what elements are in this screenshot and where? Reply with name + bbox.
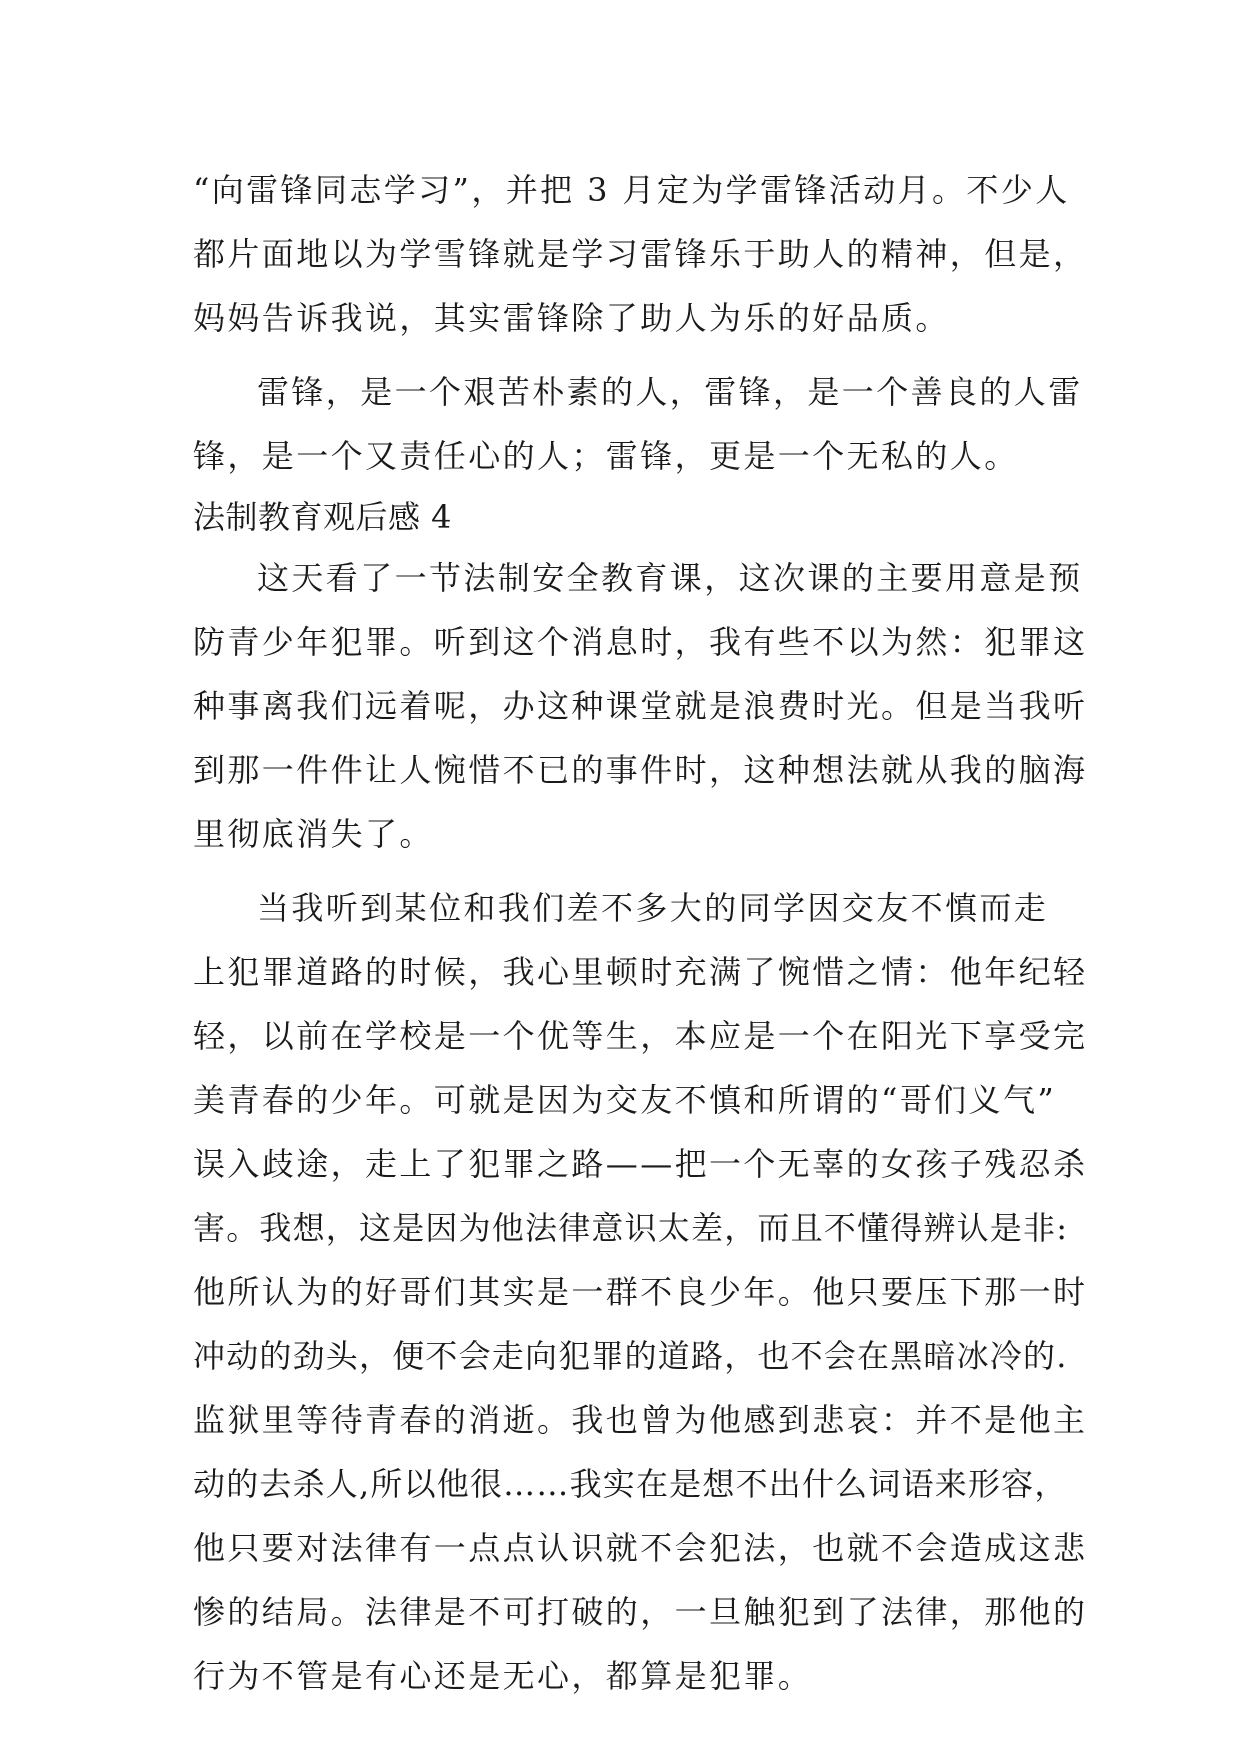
text-line: 妈妈告诉我说，其实雷锋除了助人为乐的好品质。 xyxy=(193,299,950,337)
paragraph-first-line: 雷锋，是一个艰苦朴素的人，雷锋，是一个善良的人雷 xyxy=(257,373,1083,411)
text-line: 防青少年犯罪。听到这个消息时，我有些不以为然：犯罪这 xyxy=(193,623,1088,661)
text-line: 误入歧途，走上了犯罪之路——把一个无辜的女孩子残忍杀 xyxy=(193,1145,1088,1183)
text-line: 上犯罪道路的时候，我心里顿时充满了惋惜之情：他年纪轻 xyxy=(193,953,1088,991)
text-line: 行为不管是有心还是无心，都算是犯罪。 xyxy=(193,1657,813,1695)
text-line: 都片面地以为学雪锋就是学习雷锋乐于助人的精神，但是， xyxy=(193,235,1088,273)
text-line: 他所认为的好哥们其实是一群不良少年。他只要压下那一时 xyxy=(193,1273,1088,1311)
text-line: 动的去杀人,所以他很……我实在是想不出什么词语来形容， xyxy=(193,1465,1068,1503)
text-line: “向雷锋同志学习”，并把 3 月定为学雷锋活动月。不少人 xyxy=(193,171,1070,209)
text-line: 到那一件件让人惋惜不已的事件时，这种想法就从我的脑海 xyxy=(193,751,1088,789)
paragraph-first-line: 当我听到某位和我们差不多大的同学因交友不慎而走 xyxy=(257,889,1049,927)
section-heading: 法制教育观后感 4 xyxy=(193,498,453,536)
text-line: 害。我想，这是因为他法律意识太差，而且不懂得辨认是非: xyxy=(193,1209,1069,1247)
text-line: 监狱里等待青春的消逝。我也曾为他感到悲哀：并不是他主 xyxy=(193,1401,1088,1439)
text-line: 惨的结局。法律是不可打破的，一旦触犯到了法律，那他的 xyxy=(193,1593,1088,1631)
text-line: 里彻底消失了。 xyxy=(193,815,434,853)
document-body xyxy=(193,158,1088,1708)
text-line: 种事离我们远着呢，办这种课堂就是浪费时光。但是当我听 xyxy=(193,687,1088,725)
text-line: 冲动的劲头，便不会走向犯罪的道路，也不会在黑暗冰冷的. xyxy=(193,1337,1068,1375)
text-line: 美青春的少年。可就是因为交友不慎和所谓的“哥们义气” xyxy=(193,1081,1057,1119)
text-line: 轻，以前在学校是一个优等生，本应是一个在阳光下享受完 xyxy=(193,1017,1088,1055)
paragraph-first-line: 这天看了一节法制安全教育课，这次课的主要用意是预 xyxy=(257,559,1083,597)
text-line: 他只要对法律有一点点认识就不会犯法，也就不会造成这悲 xyxy=(193,1529,1088,1567)
text-line: 锋，是一个又责任心的人；雷锋，更是一个无私的人。 xyxy=(193,437,1019,475)
